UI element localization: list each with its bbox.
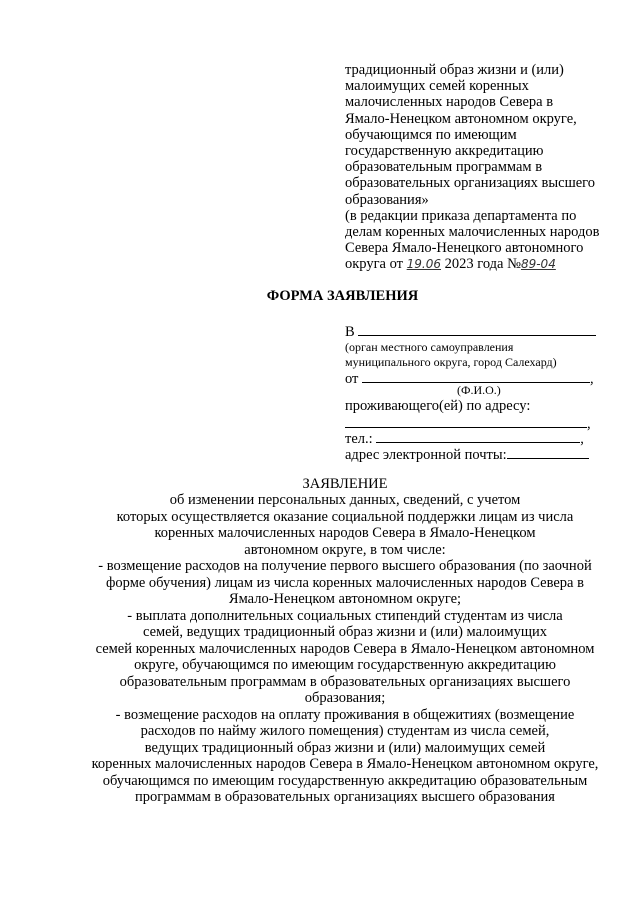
comma: , xyxy=(590,371,594,387)
statement-line: автономном округе, в том числе: xyxy=(244,541,446,558)
order-reference-header xyxy=(345,62,630,273)
from-label: от xyxy=(345,371,359,387)
authority-field[interactable] xyxy=(358,322,596,336)
comma: , xyxy=(580,431,584,447)
header-line: традиционный образ жизни и (или) xyxy=(345,62,564,78)
date-prefix: округа от xyxy=(345,256,404,273)
email-label: адрес электронной почты: xyxy=(345,447,507,463)
statement-line: обучающимся по имеющим государственную аккредитацию образовательным xyxy=(102,772,588,789)
fio-hint: (Ф.И.О.) xyxy=(457,383,501,397)
header-date-line xyxy=(345,256,630,272)
statement-line: Ямало-Ненецком автономном округе; xyxy=(228,591,462,607)
statement-line: - возмещение расходов на оплату проживания в общежитиях (возмещение xyxy=(115,706,575,723)
header-line: малочисленных народов Севера в xyxy=(345,94,554,111)
statement-line: об изменении персональных данных, сведений, с учетом xyxy=(169,492,521,508)
statement-title: ЗАЯВЛЕНИЕ xyxy=(302,476,388,492)
email-field[interactable] xyxy=(507,445,589,459)
statement-line: образования; xyxy=(304,690,386,706)
handwritten-date: 19.06 xyxy=(406,257,441,272)
statement-line: ведущих традиционный образ жизни и (или) малоимущих семей xyxy=(144,739,546,756)
authority-hint-1: (орган местного самоуправления xyxy=(345,340,514,354)
statement-line: расходов по найму жилого помещения) студентам из числа семей, xyxy=(140,723,550,739)
header-line: Севера Ямало-Ненецкого автономного xyxy=(345,240,584,257)
header-line: делам коренных малочисленных народов xyxy=(345,224,600,241)
authority-hint-2: муниципального округа, город Салехард) xyxy=(345,355,557,369)
date-middle: 2023 года № xyxy=(444,256,521,273)
address-label: проживающего(ей) по адресу: xyxy=(345,398,531,414)
header-line: малоимущих семей коренных xyxy=(345,78,529,95)
statement-line: коренных малочисленных народов Севера в Ямало-Ненецком xyxy=(154,525,536,541)
statement-line: программам в образовательных организациях высшего образования xyxy=(135,789,555,805)
comma: , xyxy=(587,416,591,432)
statement-line: которых осуществляется оказание социальной поддержки лицам из числа xyxy=(116,508,574,525)
handwritten-number: 89-04 xyxy=(520,257,556,272)
phone-field[interactable] xyxy=(376,429,580,443)
header-line: государственную аккредитацию xyxy=(345,143,544,160)
header-line: обучающимся по имеющим xyxy=(345,126,517,143)
header-line: образовательным программам в xyxy=(345,159,543,176)
statement-line: образовательным программам в образовательных организациях высшего xyxy=(119,673,571,690)
header-line: Ямало-Ненецком автономном округе, xyxy=(345,110,577,127)
statement-body xyxy=(70,492,620,806)
statement-line: семей коренных малочисленных народов Севера в Ямало-Ненецком автономном xyxy=(95,640,595,657)
statement-line: округе, обучающимся по имеющим государственную аккредитацию xyxy=(134,657,556,673)
statement-line: - выплата дополнительных социальных стипендий студентам из числа xyxy=(127,607,563,624)
form-title: ФОРМА ЗАЯВЛЕНИЯ xyxy=(266,288,419,304)
statement-line: форме обучения) лицам из числа коренных малочисленных народов Севера в xyxy=(106,574,584,591)
email-row xyxy=(345,445,589,464)
statement-line: коренных малочисленных народов Севера в Ямало-Ненецком автономном округе, xyxy=(91,756,599,772)
fio-field[interactable] xyxy=(362,369,590,383)
header-line: образовательных организациях высшего xyxy=(345,175,596,192)
phone-label: тел.: xyxy=(345,431,373,447)
to-row xyxy=(345,322,596,341)
to-label: В xyxy=(345,324,355,340)
header-line: образования» xyxy=(345,191,429,208)
address-field[interactable] xyxy=(345,414,587,428)
statement-line: семей, ведущих традиционный образ жизни и (или) малоимущих xyxy=(142,624,548,640)
header-line: (в редакции приказа департамента по xyxy=(345,207,577,224)
statement-line: - возмещение расходов на получение первого высшего образования (по заочной xyxy=(98,558,592,574)
